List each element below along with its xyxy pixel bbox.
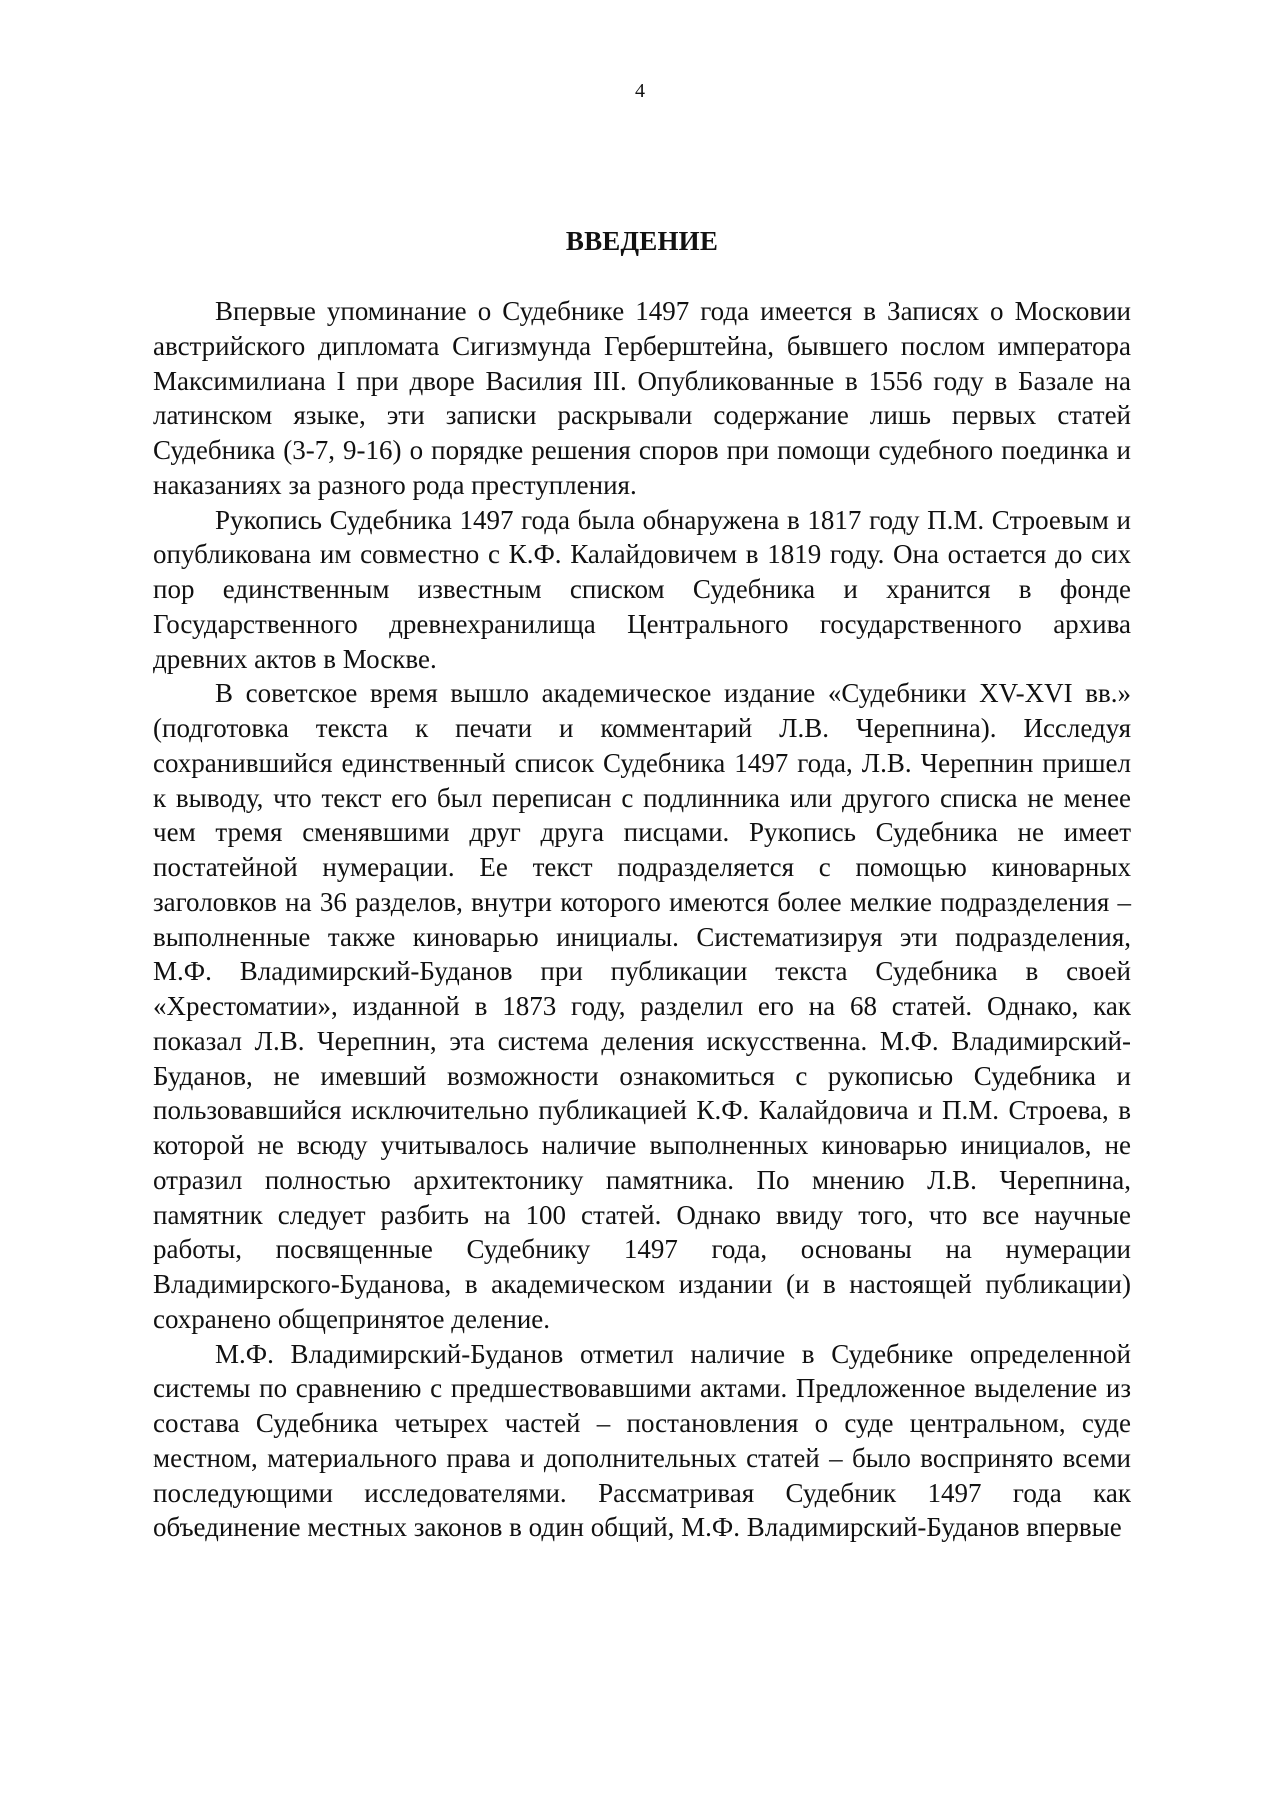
- paragraph: Впервые упоминание о Судебнике 1497 года имеется в Записях о Московии австрийского дипломата Сигизмунда Герберштейна, бывшего послом императора Максимилиана I при дворе Василия III. Опубликованные в 1556 году в Базале на латинском языке, эти записки раскрывали содержание лишь первых статей Судебника (3-7, 9-16) о порядке решения споров при помощи судебного поединка и наказаниях за разного рода преступления.: [153, 296, 1131, 500]
- paragraph: Рукопись Судебника 1497 года была обнаружена в 1817 году П.М. Строевым и опубликована им совместно с К.Ф. Калайдовичем в 1819 году. Она остается до сих пор единственным известным списком Судебника и хранится в фонде Государственного древнехранилища Центрального государственного архива древних актов в Москве.: [153, 504, 1131, 674]
- body-text: [153, 294, 1131, 1545]
- page-number: 4: [635, 80, 645, 102]
- paragraph: М.Ф. Владимирский-Буданов отметил наличие в Судебнике определенной системы по сравнению с предшествовавшими актами. Предложенное выделение из состава Судебника четырех частей – постановления о суде центральном, суде местном, материального права и дополнительных статей – было воспринято всеми последующими исследователями. Рассматривая Судебник 1497 года как объединение местных законов в один общий, М.Ф. Владимирский-Буданов впервые: [153, 1338, 1131, 1543]
- paragraph: В советское время вышло академическое издание «Судебники XV-XVI вв.» (подготовка текста к печати и комментарий Л.В. Черепнина). Исследуя сохранившийся единственный список Судебника 1497 года, Л.В. Черепнин пришел к выводу, что текст его был переписан с подлинника или другого списка не менее чем тремя сменявшими друг друга писцами. Рукопись Судебника не имеет постатейной нумерации. Ее текст подразделяется с помощью киноварных заголовков на 36 разделов, внутри которого имеются более мелкие подразделения – выполненные также киноварью инициалы. Систематизируя эти подразделения, М.Ф. Владимирский-Буданов при публикации текста Судебника в своей «Хрестоматии», изданной в 1873 году, разделил его на 68 статей. Однако, как показал Л.В. Черепнин, эта система деления искусственна. М.Ф. Владимирский-Буданов, не имевший возможности ознакомиться с рукописью Судебника и пользовавшийся исключительно публикацией К.Ф. Калайдовича и П.М. Строева, в которой не всюду учитывалось наличие выполненных киноварью инициалов, не отразил полностью архитектонику памятника. По мнению Л.В. Черепнина, памятник следует разбить на 100 статей. Однако ввиду того, что все научные работы, посвященные Судебнику 1497 года, основаны на нумерации Владимирского-Буданова, в академическом издании (и в настоящей публикации) сохранено общепринятое деление.: [153, 678, 1131, 1334]
- section-title: ВВЕДЕНИЕ: [565, 226, 719, 256]
